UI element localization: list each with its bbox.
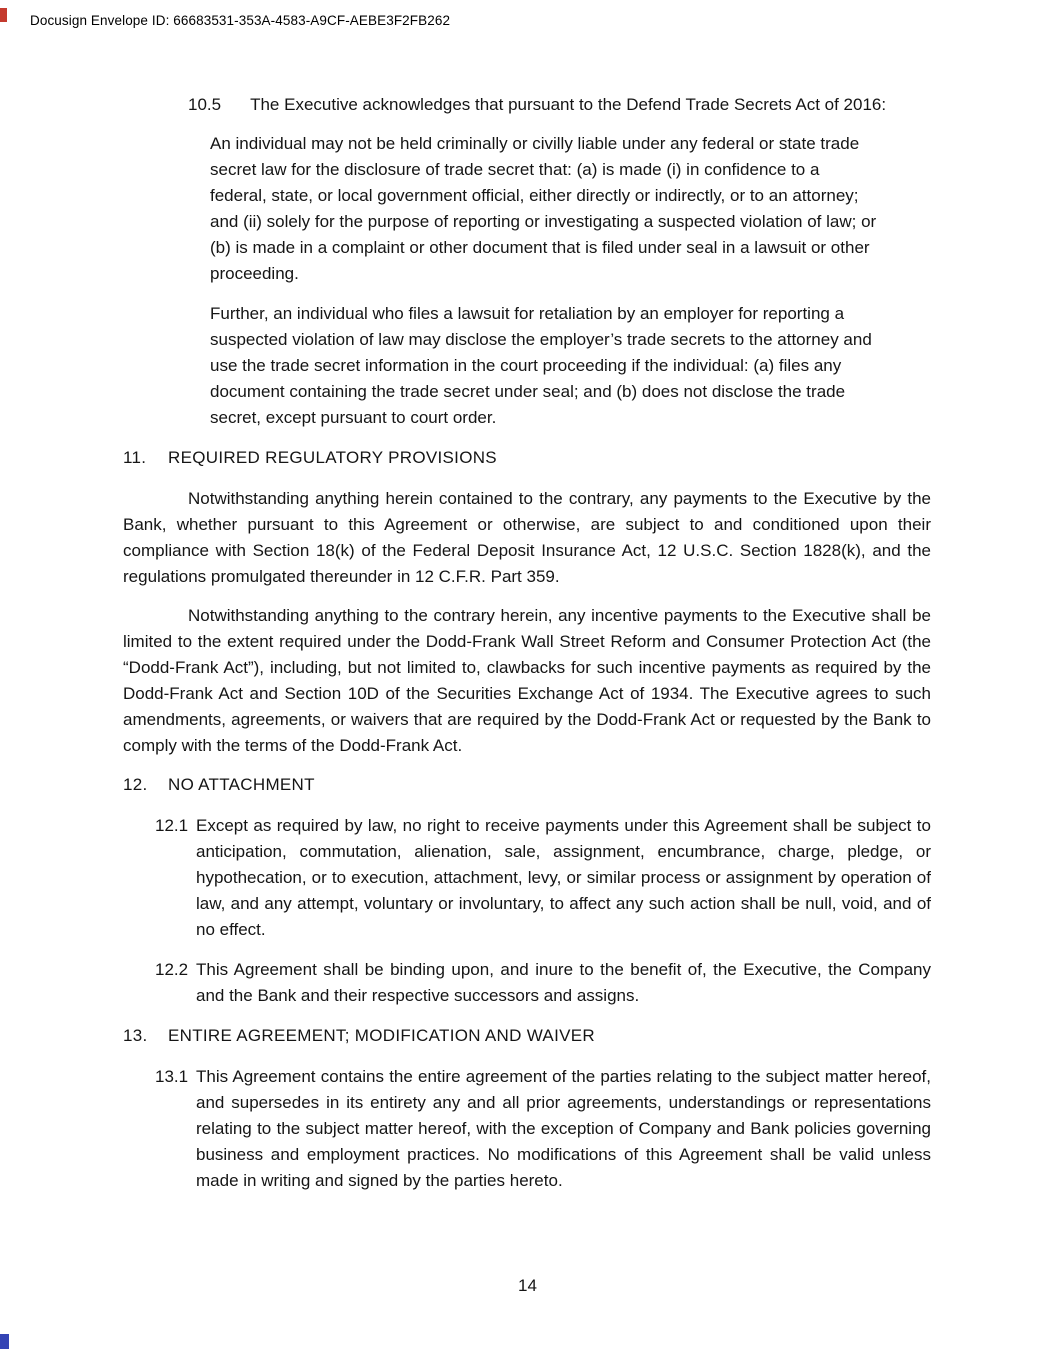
subparagraph-13-1 (155, 1064, 931, 1194)
document-body (123, 92, 931, 1208)
clause-text-10-5: The Executive acknowledges that pursuant to the Defend Trade Secrets Act of 2016: (250, 95, 887, 114)
section-number-13: 13. (123, 1026, 148, 1045)
paragraph-10-5 (123, 92, 931, 118)
clause-number-10-5: 10.5 (188, 95, 222, 114)
clause-number-13-1: 13.1 (155, 1067, 189, 1086)
section-number-11: 11. (123, 448, 147, 467)
section-title-12: NO ATTACHMENT (168, 775, 315, 794)
section-title-13: ENTIRE AGREEMENT; MODIFICATION AND WAIVER (168, 1026, 595, 1045)
clause-text-13-1: This Agreement contains the entire agreement of the parties relating to the subject matter hereof, and supersedes in its entirety any and all prior agreements, understandings or representations relating to the subject matter hereof, with the exception of Company and Bank policies governing business and employment practices. No modifications of this Agreement shall be valid unless made in writing and signed by the parties hereto. (196, 1067, 931, 1190)
blockquote-dtsa-notice-1: An individual may not be held criminally or civilly liable under any federal or state trade secret law for the disclosure of trade secret that: (a) is made (i) in confidence to a federal, state, or local government official, either directly or indirectly, or to an attorney; and (ii) solely for the purpose of reporting or investigating a suspected violation of law; or (b) is made in a complaint or other document that is filed under seal in a lawsuit or other proceeding. (210, 134, 877, 283)
blockquote-dtsa-notice-2: Further, an individual who files a lawsuit for retaliation by an employer for reporting a suspected violation of law may disclose the employer’s trade secrets to the attorney and use the trade secret information in the court proceeding if the individual: (a) files any document containing the trade secret under seal; and (b) does not disclose the trade secret, except pursuant to court order. (210, 304, 872, 427)
page-number: 14 (518, 1276, 537, 1295)
paragraph-11-regulatory-2: Notwithstanding anything to the contrary herein, any incentive payments to the Executive shall be limited to the extent required under the Dodd-Frank Wall Street Reform and Consumer Protection Act (the “Dodd-Frank Act”), including, but not limited to, clawbacks for such incentive payments as required by the Dodd-Frank Act and Section 10D of the Securities Exchange Act of 1934. The Executive agrees to such amendments, agreements, or waivers that are required by the Dodd-Frank Act or requested by the Bank to comply with the terms of the Dodd-Frank Act. (123, 606, 931, 755)
clause-number-12-1: 12.1 (155, 816, 189, 835)
clause-text-12-1: Except as required by law, no right to receive payments under this Agreement shall be subject to anticipation, commutation, alienation, sale, assignment, encumbrance, charge, pledge, or hypothecation, or to execution, attachment, levy, or similar process or assignment by operation of law, and any attempt, voluntary or involuntary, to affect any such action shall be null, void, and of no effect. (196, 816, 931, 939)
section-title-11: REQUIRED REGULATORY PROVISIONS (168, 448, 497, 467)
subparagraph-12-2 (155, 957, 931, 1009)
section-heading-12 (123, 772, 931, 798)
clause-number-12-2: 12.2 (155, 960, 189, 979)
subparagraph-12-1 (155, 813, 931, 943)
section-heading-13 (123, 1023, 931, 1049)
scan-artifact-blue (0, 1334, 9, 1349)
docusign-envelope-id: Docusign Envelope ID: 66683531-353A-4583-A9CF-AEBE3F2FB262 (30, 13, 451, 28)
section-heading-11 (123, 445, 931, 471)
scan-artifact-red (0, 8, 7, 22)
section-number-12: 12. (123, 775, 148, 794)
paragraph-11-regulatory-1: Notwithstanding anything herein contained to the contrary, any payments to the Executive by the Bank, whether pursuant to this Agreement or otherwise, are subject to and conditioned upon their compliance with Section 18(k) of the Federal Deposit Insurance Act, 12 U.S.C. Section 1828(k), and the regulations promulgated thereunder in 12 C.F.R. Part 359. (123, 489, 931, 586)
clause-text-12-2: This Agreement shall be binding upon, and inure to the benefit of, the Executive, the Company and the Bank and their respective successors and assigns. (196, 960, 931, 1005)
